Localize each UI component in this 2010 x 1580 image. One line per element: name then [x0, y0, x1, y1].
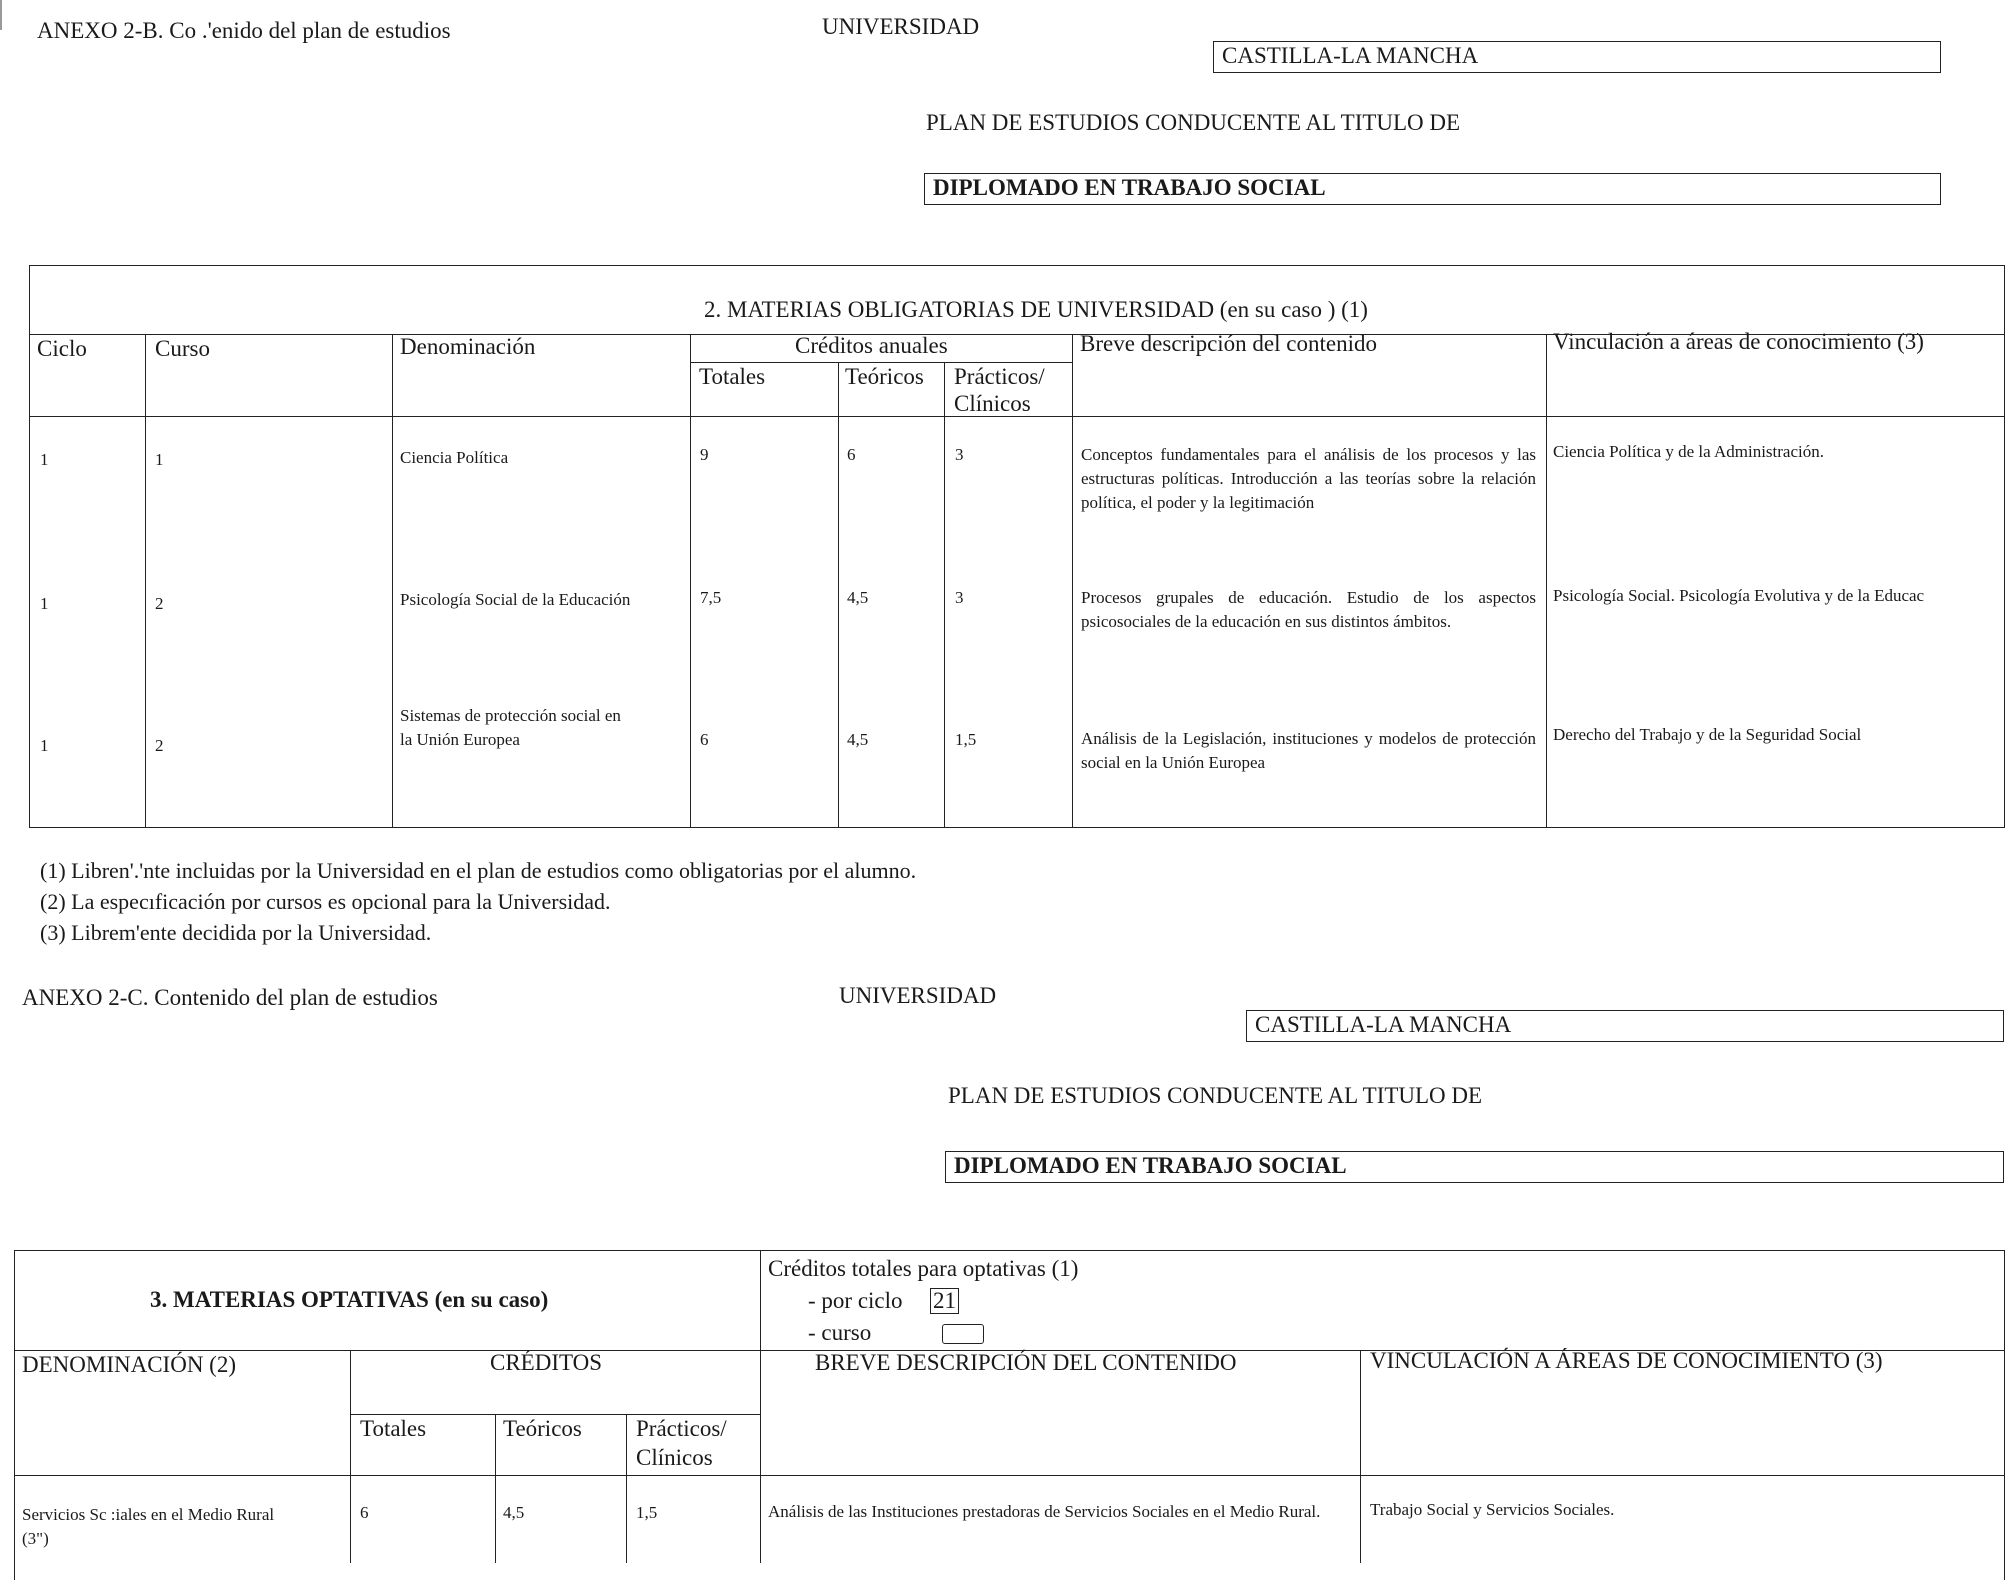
- row2-descripcion: Procesos grupales de educación. Estudio de los aspectos psicosociales de la educación en sus distintos ámbitos.: [1081, 588, 1536, 631]
- row3-ciclo: 1: [40, 736, 49, 755]
- note-1: (1) Libren'.'nte incluidas por la Universidad en el plan de estudios como obligatorias por el alumno.: [40, 858, 917, 883]
- opt-row1-teoricos: 4,5: [503, 1503, 525, 1522]
- table-divider: [145, 334, 146, 828]
- table-divider: [14, 1475, 2005, 1476]
- table-divider: [690, 362, 1072, 363]
- table-divider: [495, 1414, 496, 1563]
- header-curso: Curso: [155, 336, 210, 361]
- row3-totales: 6: [700, 730, 709, 749]
- row3-descripcion: Análisis de la Legislación, instituciones y modelos de protección social en la Unión Europea: [1081, 729, 1536, 772]
- annex-c-degree: DIPLOMADO EN TRABAJO SOCIAL: [945, 1151, 2004, 1183]
- header-denominacion-opt: DENOMINACIÓN (2): [22, 1352, 236, 1377]
- table-divider: [838, 362, 839, 828]
- table-divider: [350, 1350, 351, 1563]
- header-teoricos-opt: Teóricos: [503, 1416, 582, 1441]
- header-totales-opt: Totales: [360, 1416, 427, 1441]
- row1-totales: 9: [700, 445, 709, 464]
- opt-row1-denominacion-line2: (3"): [22, 1529, 49, 1548]
- table-divider: [626, 1414, 627, 1563]
- row3-denominacion-line1: Sistemas de protección social en: [400, 706, 621, 725]
- table-divider: [1546, 334, 1547, 828]
- row1-descripcion: Conceptos fundamentales para el análisis de los procesos y las estructuras políticas. Introducción a las teorías sobre la relación política, el poder y la legitimación: [1081, 445, 1536, 512]
- header-vinculacion: Vinculación a áreas de conocimiento (3): [1553, 329, 1924, 354]
- row3-vinculacion: Derecho del Trabajo y de la Seguridad Social: [1553, 725, 1862, 744]
- row1-curso: 1: [155, 450, 164, 469]
- annex-c-label: ANEXO 2-C. Contenido del plan de estudios: [22, 985, 438, 1010]
- note-3: (3) Librem'ente decidida por la Universidad.: [40, 920, 432, 945]
- row1-ciclo: 1: [40, 450, 49, 469]
- annex-c-university-name: CASTILLA-LA MANCHA: [1246, 1010, 2004, 1042]
- por-ciclo-label: - por ciclo: [808, 1288, 903, 1313]
- curso-label: - curso: [808, 1320, 872, 1345]
- row2-teoricos: 4,5: [847, 588, 869, 607]
- row2-totales: 7,5: [700, 588, 722, 607]
- table-divider: [1360, 1350, 1361, 1563]
- curso-value-box: [942, 1324, 984, 1344]
- opt-row1-denominacion-line1: Servicios Sc :iales en el Medio Rural: [22, 1505, 275, 1524]
- row2-ciclo: 1: [40, 594, 49, 613]
- por-ciclo-value: 21: [930, 1288, 959, 1314]
- credits-total-label: Créditos totales para optativas (1): [768, 1256, 1079, 1281]
- note-2: (2) La especıficación por cursos es opcional para la Universidad.: [40, 889, 611, 914]
- annex-b-university-label: UNIVERSIDAD: [822, 14, 980, 39]
- row2-curso: 2: [155, 594, 164, 613]
- header-totales: Totales: [699, 364, 766, 389]
- annex-b-label: ANEXO 2-B. Co .'enido del plan de estudios: [37, 18, 451, 43]
- row3-denominacion-line2: la Unión Europea: [400, 730, 520, 749]
- annex-c-university-label: UNIVERSIDAD: [839, 983, 997, 1008]
- header-creditos-opt: CRÉDITOS: [490, 1350, 603, 1375]
- header-clinicos-opt: Clínicos: [636, 1445, 713, 1470]
- optativas-table-title: 3. MATERIAS OPTATIVAS (en su caso): [150, 1287, 549, 1312]
- opt-row1-descripcion: Análisis de las Instituciones prestadoras de Servicios Sociales en el Medio Rural.: [768, 1502, 1321, 1521]
- header-creditos-anuales: Créditos anuales: [795, 333, 948, 358]
- annex-b-degree: DIPLOMADO EN TRABAJO SOCIAL: [924, 173, 1941, 205]
- table-divider: [690, 334, 691, 828]
- row1-denominacion: Ciencia Política: [400, 448, 509, 467]
- table-divider: [392, 334, 393, 828]
- obligatorias-table-title: 2. MATERIAS OBLIGATORIAS DE UNIVERSIDAD (en su caso ) (1): [704, 297, 1368, 322]
- opt-row1-vinculacion: Trabajo Social y Servicios Sociales.: [1370, 1500, 1615, 1519]
- header-practicos-opt: Prácticos/: [636, 1416, 727, 1441]
- scan-edge-mark: [0, 0, 2, 30]
- table-divider: [1072, 334, 1073, 828]
- opt-row1-totales: 6: [360, 1503, 369, 1522]
- header-clinicos: Clínicos: [954, 391, 1031, 416]
- header-denominacion: Denominación: [400, 334, 536, 359]
- header-descripcion: Breve descripción del contenido: [1080, 331, 1377, 356]
- row2-practicos: 3: [955, 588, 964, 607]
- header-practicos: Prácticos/: [954, 364, 1045, 389]
- row2-denominacion: Psicología Social de la Educación: [400, 590, 631, 609]
- row1-vinculacion: Ciencia Política y de la Administración.: [1553, 442, 1824, 461]
- header-ciclo: Ciclo: [37, 336, 87, 361]
- row3-teoricos: 4,5: [847, 730, 869, 749]
- table-divider: [944, 362, 945, 828]
- row3-practicos: 1,5: [955, 730, 977, 749]
- header-vinculacion-opt: VINCULACIÓN A ÁREAS DE CONOCIMIENTO (3): [1370, 1348, 1883, 1373]
- annex-b-university-name: CASTILLA-LA MANCHA: [1213, 41, 1941, 73]
- opt-row1-practicos: 1,5: [636, 1503, 658, 1522]
- row3-curso: 2: [155, 736, 164, 755]
- row1-teoricos: 6: [847, 445, 856, 464]
- row2-vinculacion: Psicología Social. Psicología Evolutiva y de la Educac: [1553, 586, 1925, 605]
- header-teoricos: Teóricos: [845, 364, 924, 389]
- row1-practicos: 3: [955, 445, 964, 464]
- header-descripcion-opt: BREVE DESCRIPCIÓN DEL CONTENIDO: [815, 1350, 1237, 1375]
- annex-b-plan-label: PLAN DE ESTUDIOS CONDUCENTE AL TITULO DE: [926, 110, 1461, 135]
- table-divider: [350, 1414, 760, 1415]
- annex-c-plan-label: PLAN DE ESTUDIOS CONDUCENTE AL TITULO DE: [948, 1083, 1483, 1108]
- table-divider: [760, 1250, 761, 1563]
